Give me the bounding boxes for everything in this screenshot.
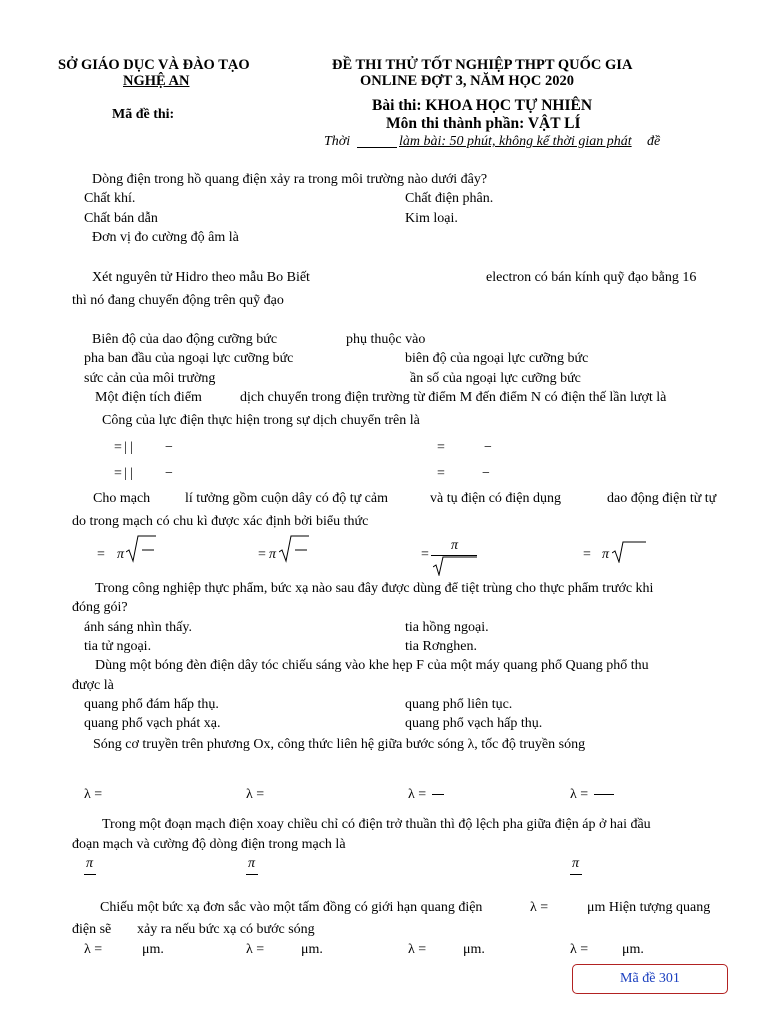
province-name: NGHỆ AN: [123, 73, 190, 89]
q6-option-a-eq: =: [97, 547, 105, 562]
exam-subject-group: Bài thi: KHOA HỌC TỰ NHIÊN: [372, 97, 593, 114]
q5-stem-b: dịch chuyển trong điện trường từ điểm M đến điểm N có điện thế lần lượt là: [240, 390, 667, 405]
q10-option-d-pi: π: [572, 856, 580, 871]
q4-option-d: ần số của ngoại lực cưỡng bức: [410, 371, 581, 386]
q6-option-d-eq: =: [583, 547, 591, 562]
q11-option-c-lambda: λ =: [408, 942, 427, 957]
q10-stem-a: Trong một đoạn mạch điện xoay chiều chỉ có điện trở thuần thì độ lệch pha giữa điện áp ở hai đầu: [102, 817, 651, 832]
exam-round: ONLINE ĐỢT 3, NĂM HỌC 2020: [360, 73, 575, 89]
q5-option-c-abs: | |: [124, 466, 134, 481]
q9-option-a: λ =: [84, 787, 103, 802]
q6-option-c-eq: =: [421, 547, 429, 562]
q1-option-b: Chất điện phân.: [405, 191, 494, 206]
q9-option-d: λ =: [570, 787, 589, 802]
q7-option-a: ánh sáng nhìn thấy.: [84, 620, 192, 635]
q4-option-c: sức cản của môi trường: [84, 371, 216, 386]
q6-option-b-eq: =: [258, 547, 266, 562]
time-label-start: Thời: [324, 134, 351, 149]
q9-option-c: λ =: [408, 787, 427, 802]
time-label-main: làm bài: 50 phút, không kể thời gian phát: [399, 134, 632, 149]
q5-option-b-minus: −: [484, 440, 492, 455]
q11-stem-a: Chiếu một bức xạ đơn sắc vào một tấm đồng có giới hạn quang điện: [100, 900, 483, 915]
q5-option-a-abs: | |: [124, 440, 134, 455]
q4-option-a: pha ban đầu của ngoại lực cưỡng bức: [84, 351, 294, 366]
q8-option-d: quang phổ vạch hấp thụ.: [405, 716, 543, 731]
q5-stem-c: Công của lực điện thực hiện trong sự dịch chuyển trên là: [102, 413, 420, 428]
q9-option-b: λ =: [246, 787, 265, 802]
q11-stem-d: điện sẽ: [72, 922, 112, 937]
q11-stem-e: xảy ra nếu bức xạ có bước sóng: [137, 922, 315, 937]
q5-option-c-minus: −: [165, 466, 173, 481]
q5-stem-a: Một điện tích điểm: [95, 390, 202, 405]
q8-option-b: quang phổ liên tục.: [405, 697, 513, 712]
q10-option-b-fraction-bar: [246, 874, 258, 875]
q10-option-d-fraction-bar: [570, 874, 582, 875]
q11-option-d-lambda: λ =: [570, 942, 589, 957]
q5-option-b-eq: =: [437, 440, 445, 455]
exam-code-badge: [572, 964, 728, 994]
q8-stem-b: được là: [72, 678, 114, 693]
q6-option-c-pi: π: [451, 538, 459, 553]
q8-option-a: quang phổ đám hấp thụ.: [84, 697, 219, 712]
q4-stem-b: phụ thuộc vào: [346, 332, 426, 347]
q11-option-a-unit: μm.: [142, 942, 164, 957]
q9-option-c-fraction-bar: [432, 794, 444, 795]
q8-option-c: quang phổ vạch phát xạ.: [84, 716, 221, 731]
time-label-end: đề: [647, 134, 661, 149]
q6-stem-c: và tụ điện có điện dụng: [430, 491, 562, 506]
q5-option-d-minus: −: [482, 466, 490, 481]
q6-option-d-sqrt-icon: [612, 541, 646, 563]
q1-option-c: Chất bán dẫn: [84, 211, 158, 226]
exam-code-text: Mã đề 301: [620, 971, 680, 986]
q6-stem-b: lí tưởng gồm cuộn dây có độ tự cảm: [185, 491, 388, 506]
q10-option-a-pi: π: [86, 856, 94, 871]
q7-option-c: tia tử ngoại.: [84, 639, 152, 654]
q6-stem-a: Cho mạch: [93, 491, 151, 506]
q11-option-d-unit: μm.: [622, 942, 644, 957]
q6-option-a-sqrt-icon: [126, 535, 156, 563]
q11-option-b-unit: μm.: [301, 942, 323, 957]
q10-option-a-fraction-bar: [84, 874, 96, 875]
q4-stem-a: Biên độ của dao động cưỡng bức: [92, 332, 278, 347]
q10-option-b-pi: π: [248, 856, 256, 871]
exam-code-label: Mã đề thi:: [112, 107, 175, 122]
q1-option-a: Chất khí.: [84, 191, 136, 206]
q5-option-c-eq: =: [114, 466, 122, 481]
q11-stem-b: λ =: [530, 900, 549, 915]
q7-option-b: tia hồng ngoại.: [405, 620, 489, 635]
q7-stem-b: đóng gói?: [72, 600, 128, 615]
q4-option-b: biên độ của ngoại lực cưỡng bức: [405, 351, 589, 366]
q6-option-c-sqrt-icon: [433, 556, 477, 576]
q6-option-b-sqrt-icon: [279, 535, 309, 563]
q3-stem-a: Xét nguyên tử Hidro theo mẫu Bo Biết: [92, 270, 310, 285]
q11-stem-c: μm Hiện tượng quang: [587, 900, 711, 915]
q1-option-d: Kim loại.: [405, 211, 458, 226]
q9-option-d-fraction-bar: [594, 794, 614, 795]
q9-stem: Sóng cơ truyền trên phương Ox, công thức liên hệ giữa bước sóng λ, tốc độ truyền sóng: [93, 737, 586, 752]
q3-stem-c: thì nó đang chuyển động trên quỹ đạo: [72, 293, 284, 308]
q5-option-a-minus: −: [165, 440, 173, 455]
q6-option-b-pi: π: [269, 547, 277, 562]
q8-stem-a: Dùng một bóng đèn điện dây tóc chiếu sáng vào khe hẹp F của một máy quang phổ Quang phổ thu: [95, 658, 649, 673]
exam-title: ĐỀ THI THỬ TỐT NGHIỆP THPT QUỐC GIA: [332, 57, 633, 73]
q5-option-a-eq: =: [114, 440, 122, 455]
q11-option-a-lambda: λ =: [84, 942, 103, 957]
exam-subject: Môn thi thành phần: VẬT LÍ: [386, 115, 581, 132]
q5-option-d-eq: =: [437, 466, 445, 481]
q2-stem: Đơn vị đo cường độ âm là: [92, 230, 239, 245]
q6-stem-e: do trong mạch có chu kì được xác định bởi biểu thức: [72, 514, 369, 529]
q6-option-a-pi: π: [117, 547, 125, 562]
q1-stem: Dòng điện trong hồ quang điện xảy ra trong môi trường nào dưới đây?: [92, 172, 488, 187]
q3-stem-b: electron có bán kính quỹ đạo bằng 16: [486, 270, 697, 285]
q11-option-c-unit: μm.: [463, 942, 485, 957]
q7-stem-a: Trong công nghiệp thực phẩm, bức xạ nào sau đây được dùng để tiệt trùng cho thực phẩm trước khi: [95, 581, 654, 596]
q6-option-d-pi: π: [602, 547, 610, 562]
q7-option-d: tia Rơnghen.: [405, 639, 477, 654]
q11-option-b-lambda: λ =: [246, 942, 265, 957]
department-name: SỞ GIÁO DỤC VÀ ĐÀO TẠO: [58, 57, 250, 73]
time-blank: [357, 147, 397, 148]
q10-stem-b: đoạn mạch và cường độ dòng điện trong mạch là: [72, 837, 346, 852]
q6-stem-d: dao động điện từ tự: [607, 491, 717, 506]
